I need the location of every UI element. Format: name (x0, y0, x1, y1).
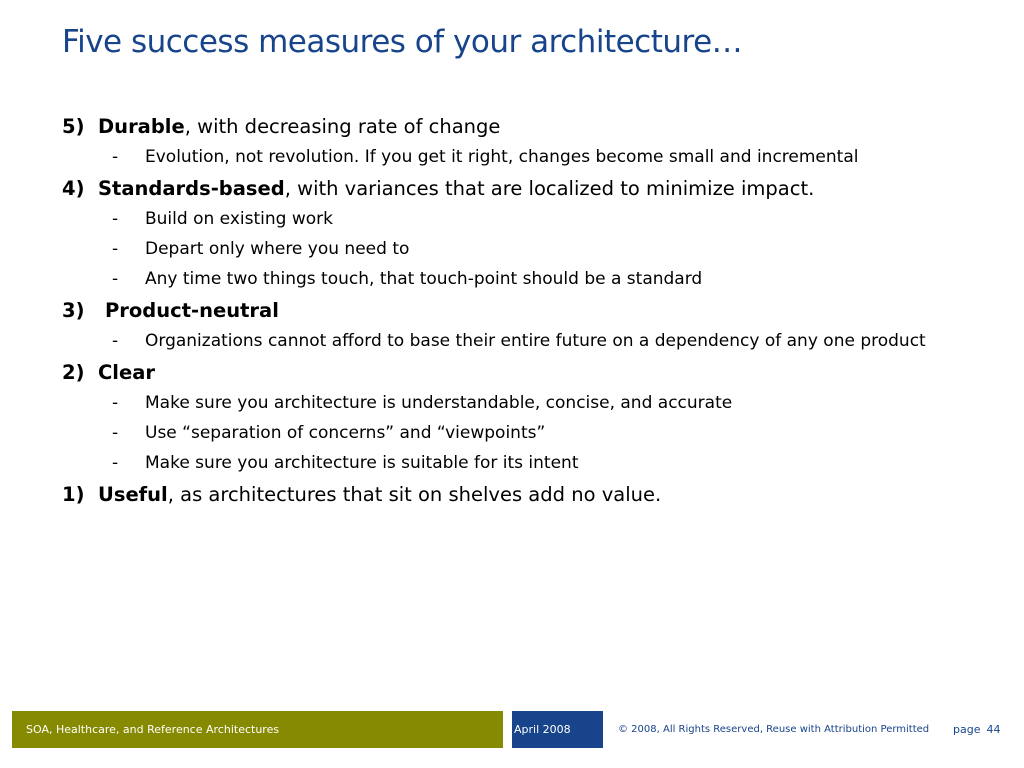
bullet-dash: - (112, 147, 119, 167)
item-lead: Standards-based (98, 177, 285, 200)
item-text: , with decreasing rate of change (184, 115, 501, 138)
measure-item (62, 298, 962, 324)
slide-body (62, 114, 962, 508)
footer-date: April 2008 (514, 723, 571, 736)
sub-bullet (62, 423, 962, 444)
footer-presentation-title: SOA, Healthcare, and Reference Architectures (26, 723, 280, 736)
bullet-text: Use “separation of concerns” and “viewpoints” (145, 423, 546, 443)
footer-presentation-bar (12, 711, 503, 748)
bullet-dash: - (112, 331, 119, 351)
page-number: 44 (986, 723, 1001, 736)
item-number: 4) (62, 177, 85, 200)
item-text: , as architectures that sit on shelves add no value. (167, 483, 662, 506)
footer-date-bar (512, 711, 603, 748)
bullet-text: Make sure you architecture is understandable, concise, and accurate (145, 393, 733, 413)
item-lead: Clear (98, 361, 155, 384)
footer-copyright: © 2008, All Rights Reserved, Reuse with Attribution Permitted (618, 724, 930, 735)
bullet-text: Build on existing work (145, 209, 333, 229)
sub-bullet (62, 239, 962, 260)
item-lead: Product-neutral (105, 299, 279, 322)
bullet-dash: - (112, 269, 119, 289)
item-number: 2) (62, 361, 85, 384)
bullet-text: Organizations cannot afford to base their entire future on a dependency of any one product (145, 331, 926, 351)
page-label: page (953, 723, 981, 736)
item-text: , with variances that are localized to minimize impact. (284, 177, 815, 200)
bullet-text: Depart only where you need to (145, 239, 410, 259)
measure-item (62, 114, 962, 140)
measure-item (62, 482, 962, 508)
bullet-text: Make sure you architecture is suitable for its intent (145, 453, 579, 473)
item-lead: Durable (98, 115, 185, 138)
bullet-dash: - (112, 453, 119, 473)
measure-item (62, 360, 962, 386)
item-number: 5) (62, 115, 85, 138)
measure-item (62, 176, 962, 202)
sub-bullet (62, 393, 962, 414)
bullet-text: Any time two things touch, that touch-point should be a standard (145, 269, 703, 289)
item-number: 1) (62, 483, 85, 506)
bullet-dash: - (112, 393, 119, 413)
bullet-dash: - (112, 209, 119, 229)
sub-bullet (62, 269, 962, 290)
slide-title: Five success measures of your architecture… (62, 24, 743, 60)
item-lead: Useful (98, 483, 168, 506)
sub-bullet (62, 147, 962, 168)
sub-bullet (62, 331, 962, 352)
bullet-dash: - (112, 239, 119, 259)
slide-footer (12, 711, 1012, 748)
sub-bullet (62, 453, 962, 474)
footer-page (953, 723, 1000, 736)
bullet-dash: - (112, 423, 119, 443)
item-number: 3) (62, 299, 85, 322)
bullet-text: Evolution, not revolution. If you get it right, changes become small and incremental (145, 147, 859, 167)
sub-bullet (62, 209, 962, 230)
